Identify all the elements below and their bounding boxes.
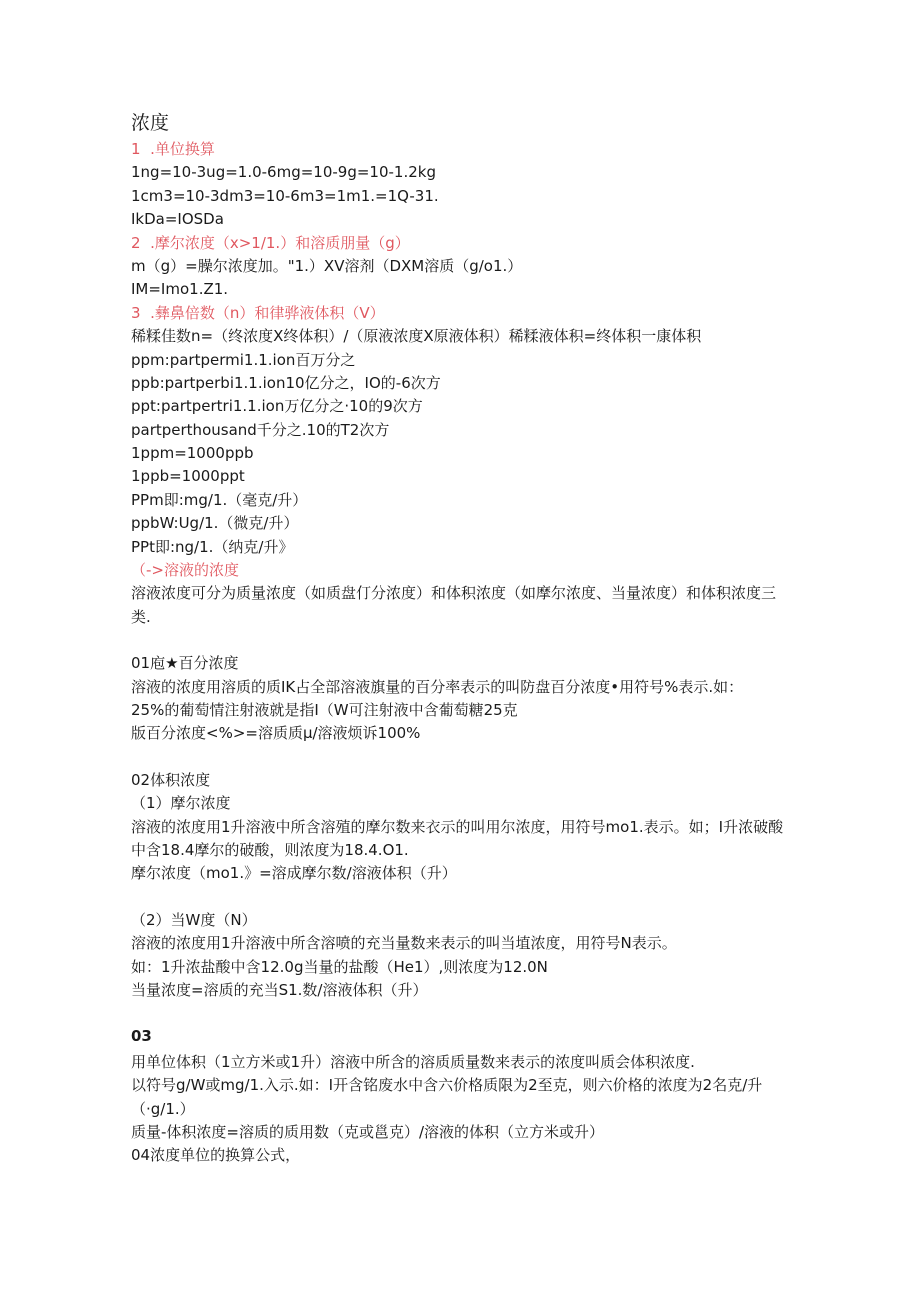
paragraph: 溶液浓度可分为质量浓度（如质盘仃分浓度）和体积浓度（如摩尔浓度、当量浓度）和体积浓度三类. — [131, 584, 777, 626]
text-line: partperthousand千分之.10的T2次方 — [131, 420, 390, 439]
text-line: 1ng=10-3ug=1.0-6mg=10-9g=10-1.2kg — [131, 163, 436, 182]
subsection-heading-percent: 01庖★百分浓度 — [131, 654, 239, 673]
text-line: 如：1升浓盐酸中含12.0g当量的盐酸（He1）,则浓度为12.0N — [131, 957, 548, 976]
text-line: ppt:partpertri1.1.ion万亿分之·10的9次方 — [131, 397, 423, 416]
text-line: 溶液的浓度用1升溶液中所含溶喷的充当量数来表示的叫当埴浓度，用符号N表示。 — [131, 934, 677, 953]
text-line: ppbW:Ug∕1.（微克/升） — [131, 514, 299, 533]
text-line: PPt即:ng/1.（纳克/升》 — [131, 537, 294, 556]
subsection-heading-04: 04浓度单位的换算公式， — [131, 1146, 301, 1165]
sub-heading-normality: （2）当W度（N） — [131, 910, 257, 929]
text-line: ppm:partpermi1.1.ion百万分之 — [131, 350, 356, 369]
text-line: 用单位体积（1立方米或1升）溶液中所含的溶质质量数来表示的浓度叫质会体积浓度. — [131, 1052, 695, 1071]
paragraph: 以符号g/W或mg/1.入示.如：I开含铭废水中含六价格质限为2至克，则六价格的浓度为2名克/升（·g/1.） — [131, 1076, 763, 1118]
text-line: 当量浓度=溶质的充当S1.数/溶液体积（升） — [131, 980, 428, 999]
text-line: IkDa=IOSDa — [131, 210, 224, 229]
text-line: 摩尔浓度（mo1.》=溶成摩尔数/溶液体积（升） — [131, 864, 457, 883]
text-line: m（g）=臊尔浓度加。"1.）XV溶剂（DXM溶质（g∕o1.） — [131, 256, 523, 275]
text-line: 质量-体积浓度=溶质的质用数（克或邕克）/溶液的体积（立方米或升） — [131, 1122, 605, 1141]
text-line: IM=Imo1.Z1. — [131, 280, 229, 299]
text-line: 1ppb=1000ppt — [131, 467, 245, 486]
sub-heading-molarity: （1）摩尔浓度 — [131, 794, 231, 813]
text-line: 溶液的浓度用溶质的质IK占全部溶液旗量的百分率表示的叫防盘百分浓度•用符号%表示.如： — [131, 677, 744, 696]
section-heading-molarity: 2 .摩尔浓度（x>1/1.）和溶质朋量（g） — [131, 233, 410, 252]
document-page — [131, 108, 791, 1168]
section-heading-solution-concentration: （->溶液的浓度 — [131, 561, 239, 580]
section-heading-unit-conversion: 1 .单位换算 — [131, 140, 215, 158]
text-line: 版百分浓度<%>=溶质质μ/溶液烦诉100% — [131, 724, 421, 743]
subsection-heading-03: 03 — [131, 1027, 152, 1046]
paragraph: 溶液的浓度用1升溶液中所含溶殖的摩尔数来衣示的叫用尔浓度，用符号mo1.表示。如；I升浓破酸中含18.4摩尔的破酸，则浓度为18.4.O1. — [131, 817, 784, 859]
page-title: 浓度 — [131, 112, 170, 134]
text-line: ppb:partperbi1.1.ion10亿分之，IO的-6次方 — [131, 373, 441, 392]
section-heading-dilution: 3 .彝鼻倍数（n）和律骅液体积（V） — [131, 303, 385, 322]
text-line: 1ppm=1000ppb — [131, 444, 254, 463]
subsection-heading-volume: 02体积浓度 — [131, 770, 211, 789]
text-line: PPm即:mg/1.（毫克/升） — [131, 490, 308, 509]
text-line: 稀糅佳数n=（终浓度X终体积）/（原液浓度X原液体积）稀糅液体积=终体积一康体积 — [131, 327, 702, 346]
text-line: 1cm3=10-3dm3=10-6m3=1m1.=1Q-31. — [131, 186, 439, 205]
text-line: 25%的葡萄情注射液就是指I（W可注射液中含葡萄糖25克 — [131, 701, 518, 720]
